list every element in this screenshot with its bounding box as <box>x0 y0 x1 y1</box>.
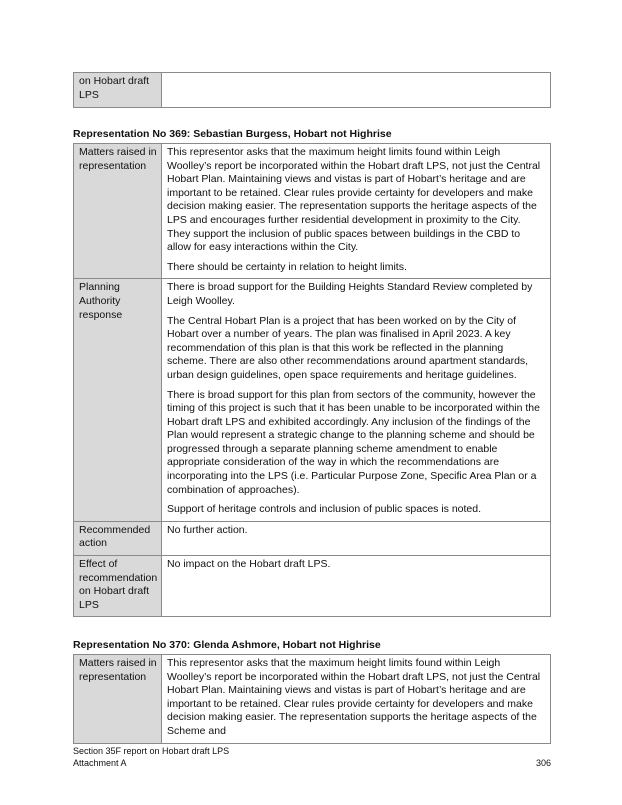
row-label: on Hobart draft LPS <box>74 73 162 108</box>
paragraph: The Central Hobart Plan is a project that has been worked on by the City of Hobart over a number of years. The plan was finalised in April 2023. A key recommendation of this plan is that this work be reflected in the planning scheme. There are also other recommendations around apartment standards, urban design guidelines, open space requirements and heritage guidelines. <box>167 314 529 381</box>
previous-representation-table-fragment <box>73 72 551 108</box>
section-heading-369: Representation No 369: Sebastian Burgess, Hobart not Highrise <box>73 128 392 140</box>
paragraph: No impact on the Hobart draft LPS. <box>167 558 331 571</box>
row-label: Matters raised in representation <box>74 144 162 279</box>
footer-attachment: Attachment A <box>73 758 127 768</box>
row-label: Effect of recommendation on Hobart draft LPS <box>74 556 162 617</box>
representation-table-370 <box>73 654 551 744</box>
page-number: 306 <box>535 758 551 768</box>
paragraph: There should be certainty in relation to height limits. <box>167 260 407 273</box>
row-value <box>162 655 551 744</box>
table-row <box>74 73 551 108</box>
representation-table-369 <box>73 143 551 617</box>
table-row <box>74 655 551 744</box>
page-footer <box>73 745 551 769</box>
table-row <box>74 521 551 555</box>
section-heading-370: Representation No 370: Glenda Ashmore, Hobart not Highrise <box>73 639 381 651</box>
table-row <box>74 556 551 617</box>
row-label: Recommended action <box>74 521 162 555</box>
paragraph: This representor asks that the maximum height limits found within Leigh Woolley’s report be incorporated within the Hobart draft LPS, not just the Central Hobart Plan. Maintaining views and vistas is part of Hobart’s heritage and are important to be retained. Clear rules provide certainty for developers and make decision making easier. The representation supports the heritage aspects of the Scheme and <box>167 657 541 737</box>
paragraph: No further action. <box>167 523 248 536</box>
footer-report-title: Section 35F report on Hobart draft LPS <box>73 746 230 756</box>
row-label: Matters raised in representation <box>74 655 162 744</box>
row-value <box>162 73 551 108</box>
row-value <box>162 144 551 279</box>
paragraph: There is broad support for the Building Heights Standard Review completed by Leigh Woolley. <box>167 281 533 307</box>
row-label: Planning Authority response <box>74 279 162 522</box>
paragraph: Support of heritage controls and inclusion of public spaces is noted. <box>167 503 482 516</box>
row-value <box>162 279 551 522</box>
row-value <box>162 556 551 617</box>
paragraph: This representor asks that the maximum height limits found within Leigh Woolley’s report be incorporated within the Hobart draft LPS, not just the Central Hobart Plan. Maintaining views and vistas is part of Hobart’s heritage and are important to be retained. Clear rules provide certainty for developers and make decision making easier. The representation supports the heritage aspects of the LPS and encourages further residential development in proximity to the City. They support the inclusion of public spaces between buildings in the CBD to allow for easy interactions within the City. <box>167 146 541 254</box>
row-value <box>162 521 551 555</box>
table-row <box>74 144 551 279</box>
paragraph: There is broad support for this plan from sectors of the community, however the timing of this project is such that it has been unable to be incorporated within the Hobart draft LPS and exhibited accordingly. Any inclusion of the findings of the Plan would represent a strategic change to the planning scheme and should be progressed through a separate planning scheme amendment to enable appropriate consideration of the way in which the recommendations are incorporating into the LPS (i.e. Particular Purpose Zone, Specific Area Plan or a combination of approaches). <box>167 388 540 496</box>
table-row <box>74 279 551 522</box>
